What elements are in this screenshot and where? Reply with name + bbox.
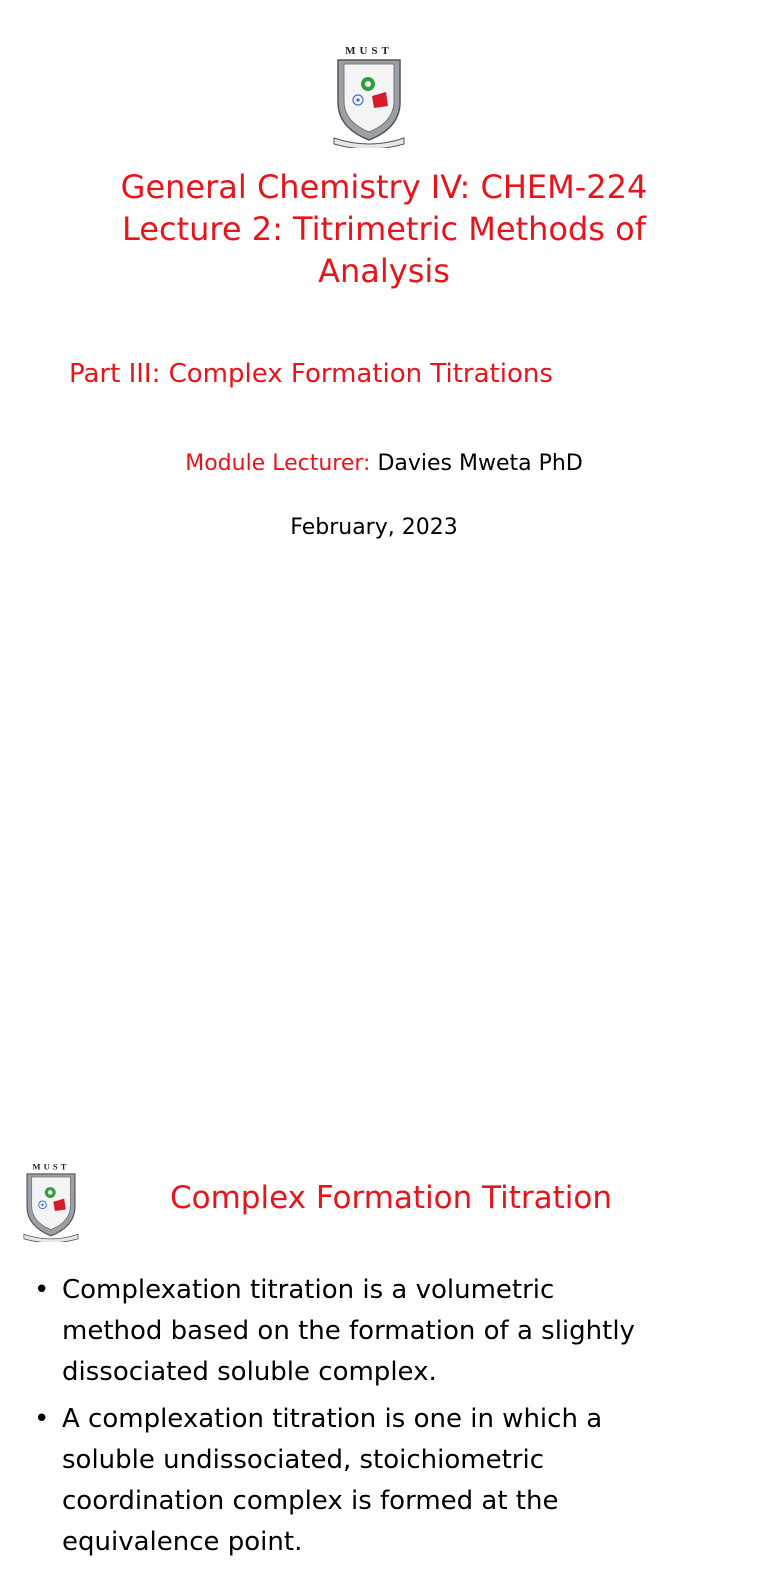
- bullet-line: A complexation titration is one in which a: [62, 1404, 603, 1434]
- bullet-line: soluble undissociated, stoichiometric: [62, 1445, 545, 1475]
- lecturer-name: Davies Mweta PhD: [377, 451, 583, 476]
- presentation-date: February, 2023: [290, 515, 458, 540]
- title-line: General Chemistry IV: CHEM-224: [120, 168, 648, 206]
- title-line: Analysis: [318, 252, 450, 290]
- module-lecturer: [0, 448, 768, 480]
- logo-text: MUST: [32, 1161, 70, 1172]
- bullet-line: Complexation titration is a volumetric: [62, 1275, 555, 1305]
- bullet-line: dissociated soluble complex.: [62, 1357, 437, 1387]
- bullet-icon: •: [34, 1404, 50, 1434]
- title-line: Lecture 2: Titrimetric Methods of: [122, 210, 646, 248]
- bullet-item: [30, 1399, 750, 1563]
- logo-text: MUST: [345, 45, 393, 57]
- lecturer-label: Module Lecturer:: [185, 451, 371, 476]
- bullet-line: coordination complex is formed at the: [62, 1486, 559, 1516]
- bullet-item: [30, 1270, 750, 1393]
- university-crest-logo: [16, 1160, 86, 1242]
- presentation-title: [0, 166, 768, 292]
- bullet-line: equivalence point.: [62, 1527, 303, 1557]
- slide-heading: Complex Formation Titration: [170, 1180, 613, 1216]
- university-crest-logo: [328, 42, 410, 148]
- bullet-icon: •: [34, 1275, 50, 1305]
- title-slide: [0, 0, 768, 572]
- bullet-list: [30, 1270, 750, 1569]
- content-slide: [0, 572, 768, 1557]
- bullet-line: method based on the formation of a slightly: [62, 1316, 635, 1346]
- part-subtitle: Part III: Complex Formation Titrations: [69, 359, 553, 389]
